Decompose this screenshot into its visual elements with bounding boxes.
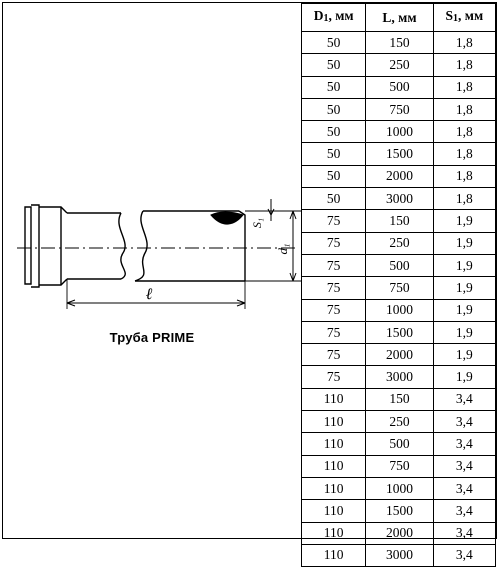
- cell-l: 2000: [366, 522, 433, 544]
- cell-s1: 1,9: [433, 232, 495, 254]
- cell-l: 1000: [366, 121, 433, 143]
- cell-l: 250: [366, 411, 433, 433]
- table-row: [302, 32, 496, 54]
- cell-d1: 75: [302, 232, 366, 254]
- cell-l: 250: [366, 232, 433, 254]
- table-row: [302, 500, 496, 522]
- cell-l: 2000: [366, 165, 433, 187]
- cell-s1: 1,9: [433, 321, 495, 343]
- cell-l: 750: [366, 455, 433, 477]
- table-row: [302, 232, 496, 254]
- cell-s1: 1,8: [433, 188, 495, 210]
- cell-l: 500: [366, 254, 433, 276]
- cell-l: 3000: [366, 188, 433, 210]
- cell-l: 150: [366, 210, 433, 232]
- cell-d1: 50: [302, 76, 366, 98]
- table-row: [302, 321, 496, 343]
- spec-table: [301, 3, 496, 567]
- cell-s1: 1,8: [433, 98, 495, 120]
- cell-d1: 110: [302, 433, 366, 455]
- cell-s1: 3,4: [433, 477, 495, 499]
- cell-s1: 3,4: [433, 433, 495, 455]
- table-row: [302, 98, 496, 120]
- cell-d1: 110: [302, 544, 366, 566]
- table-row: [302, 76, 496, 98]
- cell-l: 1500: [366, 321, 433, 343]
- table-row: [302, 277, 496, 299]
- pipe-caption: Труба PRIME: [109, 330, 195, 345]
- cell-s1: 1,9: [433, 210, 495, 232]
- table-row: [302, 388, 496, 410]
- cell-d1: 50: [302, 188, 366, 210]
- cell-l: 3000: [366, 544, 433, 566]
- pipe-drawing: [3, 3, 301, 333]
- header-s1: S1, мм: [433, 4, 495, 32]
- cell-d1: 75: [302, 366, 366, 388]
- table-row: [302, 544, 496, 566]
- table-row: [302, 477, 496, 499]
- cell-l: 500: [366, 433, 433, 455]
- cell-s1: 3,4: [433, 544, 495, 566]
- cell-l: 1500: [366, 500, 433, 522]
- cell-l: 1000: [366, 477, 433, 499]
- cell-d1: 50: [302, 143, 366, 165]
- cell-s1: 1,8: [433, 76, 495, 98]
- cell-l: 1500: [366, 143, 433, 165]
- cell-d1: 110: [302, 455, 366, 477]
- table-row: [302, 433, 496, 455]
- cell-s1: 3,4: [433, 388, 495, 410]
- cell-d1: 75: [302, 254, 366, 276]
- cell-s1: 1,9: [433, 277, 495, 299]
- cell-s1: 3,4: [433, 411, 495, 433]
- header-l: L, мм: [366, 4, 433, 32]
- cell-l: 750: [366, 277, 433, 299]
- cell-s1: 3,4: [433, 455, 495, 477]
- cell-s1: 1,9: [433, 254, 495, 276]
- cell-s1: 1,9: [433, 344, 495, 366]
- cell-s1: 1,8: [433, 143, 495, 165]
- cell-l: 1000: [366, 299, 433, 321]
- drawing-area: [3, 3, 301, 538]
- table-row: [302, 188, 496, 210]
- table-row: [302, 411, 496, 433]
- header-d1: D1, мм: [302, 4, 366, 32]
- pipe-break-right: [135, 211, 147, 281]
- table-row: [302, 344, 496, 366]
- cell-l: 150: [366, 388, 433, 410]
- cell-d1: 75: [302, 299, 366, 321]
- cell-s1: 1,8: [433, 54, 495, 76]
- cell-d1: 110: [302, 500, 366, 522]
- cell-d1: 110: [302, 477, 366, 499]
- table-row: [302, 121, 496, 143]
- cell-d1: 50: [302, 98, 366, 120]
- table-row: [302, 165, 496, 187]
- table-row: [302, 299, 496, 321]
- cell-d1: 75: [302, 210, 366, 232]
- cell-s1: 3,4: [433, 522, 495, 544]
- cell-s1: 1,9: [433, 299, 495, 321]
- cell-l: 150: [366, 32, 433, 54]
- cell-s1: 1,8: [433, 121, 495, 143]
- cell-l: 750: [366, 98, 433, 120]
- cell-d1: 110: [302, 411, 366, 433]
- table-row: [302, 210, 496, 232]
- cell-l: 500: [366, 76, 433, 98]
- cell-d1: 50: [302, 32, 366, 54]
- cell-l: 2000: [366, 344, 433, 366]
- table-row: [302, 455, 496, 477]
- diameter-label: d₁: [275, 243, 290, 255]
- cell-d1: 110: [302, 388, 366, 410]
- cell-d1: 50: [302, 165, 366, 187]
- table-body: [302, 32, 496, 567]
- cell-s1: 1,8: [433, 32, 495, 54]
- length-label: ℓ: [145, 286, 153, 303]
- cell-s1: 1,9: [433, 366, 495, 388]
- table-row: [302, 54, 496, 76]
- pipe-socket: [25, 207, 31, 284]
- table-row: [302, 366, 496, 388]
- cell-l: 250: [366, 54, 433, 76]
- cell-d1: 50: [302, 121, 366, 143]
- table-header-row: [302, 4, 496, 32]
- cell-d1: 110: [302, 522, 366, 544]
- pipe-break-left: [119, 213, 125, 279]
- cell-d1: 75: [302, 344, 366, 366]
- table-row: [302, 143, 496, 165]
- cell-d1: 75: [302, 321, 366, 343]
- cell-d1: 75: [302, 277, 366, 299]
- wall-label: S₁: [250, 217, 264, 229]
- cell-s1: 1,8: [433, 165, 495, 187]
- table-row: [302, 254, 496, 276]
- cell-s1: 3,4: [433, 500, 495, 522]
- cell-d1: 50: [302, 54, 366, 76]
- cell-l: 3000: [366, 366, 433, 388]
